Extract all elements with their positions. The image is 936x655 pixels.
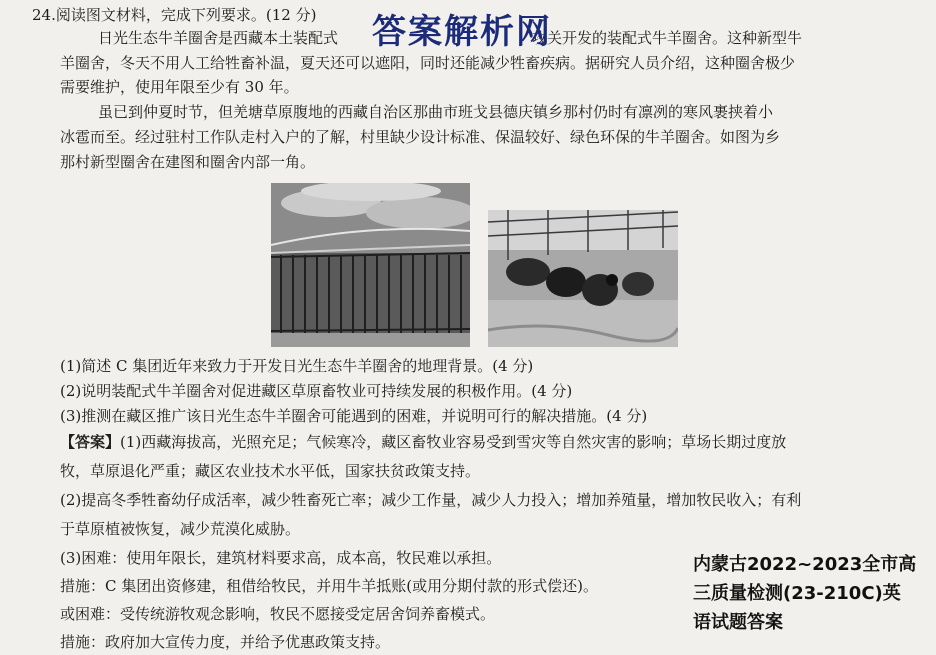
watermark-logo: 答案解析网	[372, 12, 552, 52]
pen-interior-cattle-photo	[488, 210, 678, 347]
question-header: 24.阅读图文材料，完成下列要求。(12 分)	[32, 6, 317, 24]
answer-line	[60, 432, 786, 452]
material-line: 冰雹而至。经过驻村工作队走村入户的了解，村里缺少设计标准、保温较好、绿色环保的牛羊圈舍。如图为乡	[60, 128, 781, 146]
material-line: 虽已到仲夏时节，但羌塘草原腹地的西藏自治区那曲市班戈县德庆镇乡那村仍时有凛冽的寒风裹挟着小	[98, 103, 774, 121]
answer-line: 措施：政府加大宣传力度，并给予优惠政策支持。	[60, 633, 391, 651]
answer-text: (1)西藏海拔高，光照充足；气候寒冷，藏区畜牧业容易受到雪灾等自然灾害的影响；草场长期过度放	[120, 433, 787, 451]
answer-line: 于草原植被恢复，减少荒漠化威胁。	[60, 520, 301, 538]
material-line: 那村新型圈舍在建图和圈舍内部一角。	[60, 153, 316, 171]
material-line: 日光生态牛羊圈舍是西藏本土装配式	[98, 29, 339, 47]
material-line: 需要维护，使用年限至少有 30 年。	[60, 78, 299, 96]
corner-note	[693, 550, 936, 637]
answer-line: (3)困难：使用年限长，建筑材料要求高，成本高，牧民难以承担。	[60, 549, 502, 567]
answer-line: (2)提高冬季牲畜幼仔成活率，减少牲畜死亡率；减少工作量，减少人力投入；增加养殖量，增加牧民收入；有利	[60, 491, 802, 509]
answer-line: 措施：C 集团出资修建，租借给牧民，并用牛羊抵账(或用分期付款的形式偿还)。	[60, 577, 598, 595]
corner-note-line: 三质量检测(23-210C)英	[693, 583, 901, 604]
material-line: 羊圈舍，冬天不用人工给牲畜补温，夏天还可以遮阳，同时还能减少牲畜疾病。据研究人员介绍，这种圈舍极少	[60, 54, 796, 72]
corner-note-line: 内蒙古2022~2023全市高	[693, 554, 917, 575]
sub-question-1: (1)简述 C 集团近年来致力于开发日光生态牛羊圈舍的地理背景。(4 分)	[60, 357, 534, 375]
sub-question-2: (2)说明装配式牛羊圈舍对促进藏区草原畜牧业可持续发展的积极作用。(4 分)	[60, 382, 573, 400]
answer-line: 或困难：受传统游牧观念影响，牧民不愿接受定居舍饲养畜模式。	[60, 605, 496, 623]
pen-under-construction-photo	[271, 183, 470, 347]
material-line: 攻关开发的装配式牛羊圈舍。这种新型牛	[532, 29, 803, 47]
answer-label: 【答案】	[60, 433, 121, 451]
answer-line: 牧，草原退化严重；藏区农业技术水平低，国家扶贫政策支持。	[60, 462, 481, 480]
corner-note-line: 语试题答案	[693, 612, 783, 633]
sub-question-3: (3)推测在藏区推广该日光生态牛羊圈舍可能遇到的困难，并说明可行的解决措施。(4 分)	[60, 407, 648, 425]
